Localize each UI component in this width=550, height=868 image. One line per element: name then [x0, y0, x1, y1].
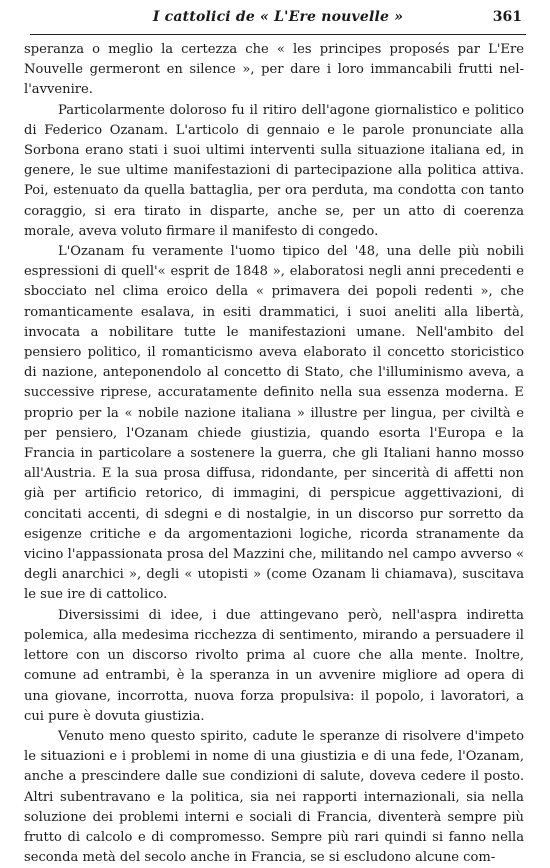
paragraph-continuation: speranza o meglio la certezza che « les principes proposés par L'Ere Nouvelle germeront en silence », per dare i loro immancabili frutti nel-l'avvenire.: [24, 42, 524, 98]
page-header: [30, 4, 526, 35]
paragraph-ozanam-1848: L'Ozanam fu veramente l'uomo tipico del '48, una delle più nobili espressioni di quell'« esprit de 1848 », elaboratosi negli anni precedenti e sbocciato nel clima eroico della « primavera dei popoli redenti », che romanticamente esalava, in esiti drammatici, i suoi aneliti alla libertà, invocata a nobilitare tutte le manifestazioni umane. Nell'ambito del pensiero politico, il romanticismo aveva elaborato il concetto storicistico di nazione, anteponendolo al concetto di Stato, che l'illuminismo aveva, a successive riprese, accuratamente definito nella sua essenza moderna. E proprio per la « nobile nazione italiana » illustre per lingua, per civiltà e per pensiero, l'Ozanam chiede giustizia, quando esorta l'Europa e la Francia in particolare a sostenere la guerra, che gli Italiani hanno mosso all'Austria. E la sua prosa diffusa, ridondante, per sincerità di affetti non già per artificio retorico, di immagini, di perspicue aggettivazioni, di concitati accenti, di sdegni e di nostalgie, in un discorso pur sorretto da esigenze critiche e da argomentazioni logiche, ricorda stranamente da vicino l'appassionata prosa del Mazzini che, militando nel campo avverso « degli anarchici », degli « utopisti » (come Ozanam li chiamava), suscitava le sue ire di cattolico.: [24, 244, 524, 603]
page-number: 361: [492, 9, 522, 25]
paragraph-ozanam-withdrawal: Particolarmente doloroso fu il ritiro dell'agone giornalistico e politico di Federico Ozanam. L'articolo di gennaio e le parole pronunciate alla Sorbona erano stati i suoi ultimi interventi sulla situazione italiana ed, in genere, le sue ultime manifestazioni di partecipazione alla politica attiva. Poi, estenuato da quella battaglia, per ora perduta, ma condotta con tanto coraggio, si era tirato in disparte, anche se, per un atto di coerenza morale, aveva voluto firmare il manifesto di congedo.: [24, 102, 524, 239]
body-text: [24, 40, 524, 868]
paragraph-diverse-ideas: Diversissimi di idee, i due attingevano però, nell'aspra indiretta polemica, alla medesima ricchezza di sentimento, mirando a persuadere il lettore con un discorso rivolto prima al cuore che alla mente. Inoltre, comune ad entrambi, è la speranza in un avvenire migliore ad opera di una giovane, incorrotta, nuova forza propulsiva: il popolo, i lavoratori, a cui pure è dovuta giustizia.: [24, 607, 524, 724]
paragraph-spirit-gone: Venuto meno questo spirito, cadute le speranze di risolvere d'impeto le situazioni e i problemi in nome di una giustizia e di una fede, l'Ozanam, anche a prescindere dalle sue condizioni di salute, doveva cedere il posto. Altri subentravano e la politica, sia nei rapporti internazionali, sia nella soluzione dei problemi interni e sociali di Francia, diventerà sempre più frutto di calcolo e di compromesso. Sempre più rari quindi si fanno nella seconda metà del secolo anche in Francia, se si escludono alcune com-: [24, 728, 524, 866]
running-title: I cattolici de « L'Ere nouvelle »: [152, 9, 404, 25]
